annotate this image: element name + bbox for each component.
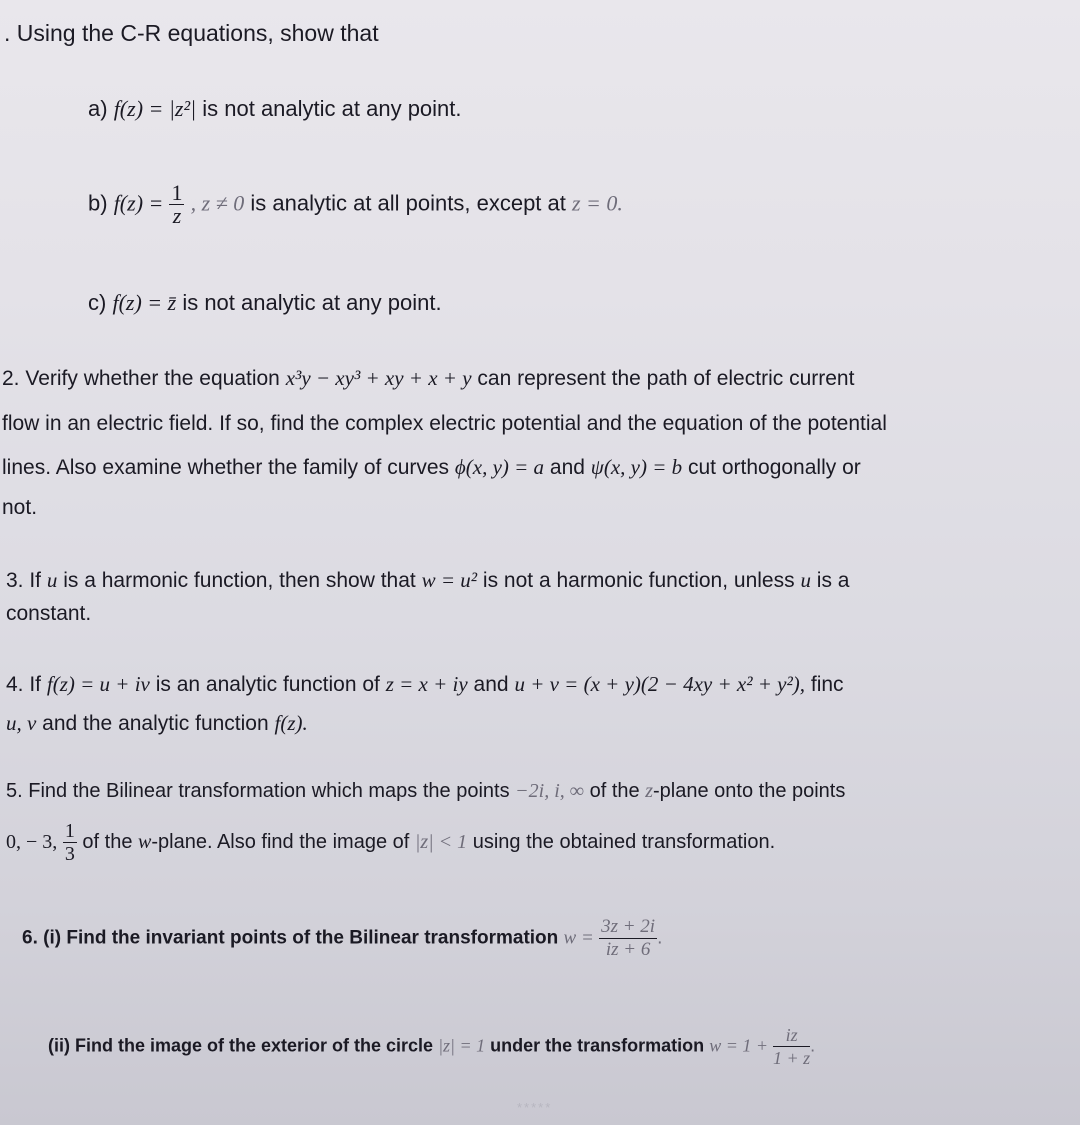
- q6-ii-w: w = 1 +: [709, 1035, 768, 1056]
- q1-b-text: is analytic at all points, except at: [250, 190, 566, 216]
- q6-ii-end: .: [810, 1035, 816, 1056]
- q5-post: -plane onto the points: [653, 780, 846, 802]
- q2-line3: [2, 455, 861, 480]
- q4-mid: is an analytic function of: [155, 673, 380, 696]
- q5-line1: [6, 780, 845, 803]
- q1-a-text: is not analytic at any point.: [202, 96, 462, 121]
- q1-b-point: z = 0.: [572, 190, 623, 216]
- q1-part-a: [88, 96, 462, 122]
- q1-a-label: a): [88, 96, 108, 121]
- q1-b-denominator: z: [172, 203, 182, 228]
- q6-part-i: [22, 916, 662, 961]
- q1-part-b: [88, 182, 623, 227]
- q6-ii-num: iz: [773, 1024, 810, 1047]
- q2-line1: [2, 366, 854, 391]
- q2-line1-pre: 2. Verify whether the equation: [2, 367, 280, 390]
- q5-w: w: [138, 830, 152, 853]
- q4-z-math: z = x + iy: [385, 672, 468, 696]
- q6-i-fraction: [599, 916, 657, 961]
- q5-fraction: [63, 820, 77, 865]
- q3-u-2: u: [800, 568, 811, 592]
- q6-ii-fraction: [773, 1024, 810, 1069]
- q1-c-label: c): [88, 290, 107, 315]
- q4-line1: [6, 672, 844, 697]
- q4-end: finc: [810, 673, 844, 696]
- q4-uv: u, v: [6, 711, 37, 735]
- q5-line2-a: of the: [82, 830, 133, 853]
- q1-b-fraction: [169, 182, 184, 227]
- q2-line1-post: can represent the path of electric current: [477, 367, 855, 390]
- q5-line2: [6, 820, 775, 865]
- q1-c-text: is not analytic at any point.: [182, 290, 442, 315]
- q6-ii-text2: under the transformation: [490, 1035, 705, 1056]
- q6-i-num: 3z + 2i: [601, 916, 656, 937]
- q5-target-points: 0, − 3,: [6, 830, 58, 853]
- q4-line2-text: and the analytic function: [42, 712, 269, 735]
- q5-frac-num: 1: [64, 820, 75, 842]
- q4-uv-math: u + v = (x + y)(2 − 4xy + x² + y²),: [514, 672, 806, 696]
- q6-part-ii: [48, 1024, 815, 1069]
- q1-b-numerator: 1: [171, 180, 183, 205]
- q2-phi-curve: ϕ(x, y) = a: [454, 455, 545, 479]
- q1-b-condition: , z ≠ 0: [190, 190, 245, 216]
- q1-part-c: [88, 290, 442, 316]
- q5-mid: of the: [589, 780, 640, 802]
- q2-equation: x³y − xy³ + xy + x + y: [285, 366, 472, 390]
- q4-and: and: [473, 673, 509, 696]
- q6-ii-circle: |z| = 1: [438, 1035, 486, 1056]
- q2-line3-post: cut orthogonally or: [687, 456, 861, 479]
- footer-stars: *****: [517, 1100, 553, 1115]
- q4-line2: [6, 711, 308, 736]
- q3-line1-end: is a: [816, 569, 850, 592]
- q2-line2: flow in an electric field. If so, find the complex electric potential and the equation of the potential: [2, 412, 887, 435]
- q5-points: −2i, i, ∞: [515, 780, 585, 802]
- q5-inequality: |z| < 1: [414, 830, 468, 853]
- q2-line4: not.: [2, 496, 38, 519]
- q2-and: and: [549, 456, 585, 479]
- q5-z: z: [645, 780, 653, 802]
- q3-u: u: [46, 568, 58, 592]
- q1-b-label: b): [88, 190, 108, 216]
- q4-f-math: f(z) = u + iv: [46, 672, 150, 696]
- q1-b-math-lhs: f(z) =: [113, 190, 164, 216]
- q5-frac-den: 3: [64, 843, 75, 865]
- q6-i-end: .: [657, 927, 663, 949]
- q5-pre: 5. Find the Bilinear transformation which maps the points: [6, 780, 510, 802]
- q5-line2-c: using the obtained transformation.: [472, 830, 776, 853]
- q1-heading: . Using the C-R equations, show that: [4, 20, 379, 46]
- q3-line1-post: is not a harmonic function, unless: [482, 569, 795, 592]
- q3-line1-pre: 3. If: [6, 569, 42, 592]
- q3-line1: [6, 568, 849, 593]
- q3-line1-mid: is a harmonic function, then show that: [63, 569, 416, 592]
- q4-pre: 4. If: [6, 673, 42, 696]
- q6-i-text: 6. (i) Find the invariant points of the Bilinear transformation: [22, 927, 559, 949]
- q1-c-math: f(z) = z̄: [112, 290, 177, 315]
- q6-i-den: iz + 6: [605, 939, 651, 960]
- q3-w-math: w = u²: [421, 568, 478, 592]
- q6-ii-text: (ii) Find the image of the exterior of the circle: [48, 1035, 434, 1056]
- q2-psi-curve: ψ(x, y) = b: [590, 455, 683, 479]
- q6-i-w: w =: [563, 927, 594, 949]
- q3-line2: constant.: [6, 602, 92, 625]
- q2-line3-pre: lines. Also examine whether the family of curves: [2, 456, 450, 479]
- q1-a-math: f(z) = |z²|: [113, 96, 197, 121]
- q6-ii-den: 1 + z: [773, 1048, 811, 1068]
- q5-line2-b: -plane. Also find the image of: [151, 830, 410, 853]
- q4-line2-f: f(z).: [274, 711, 308, 735]
